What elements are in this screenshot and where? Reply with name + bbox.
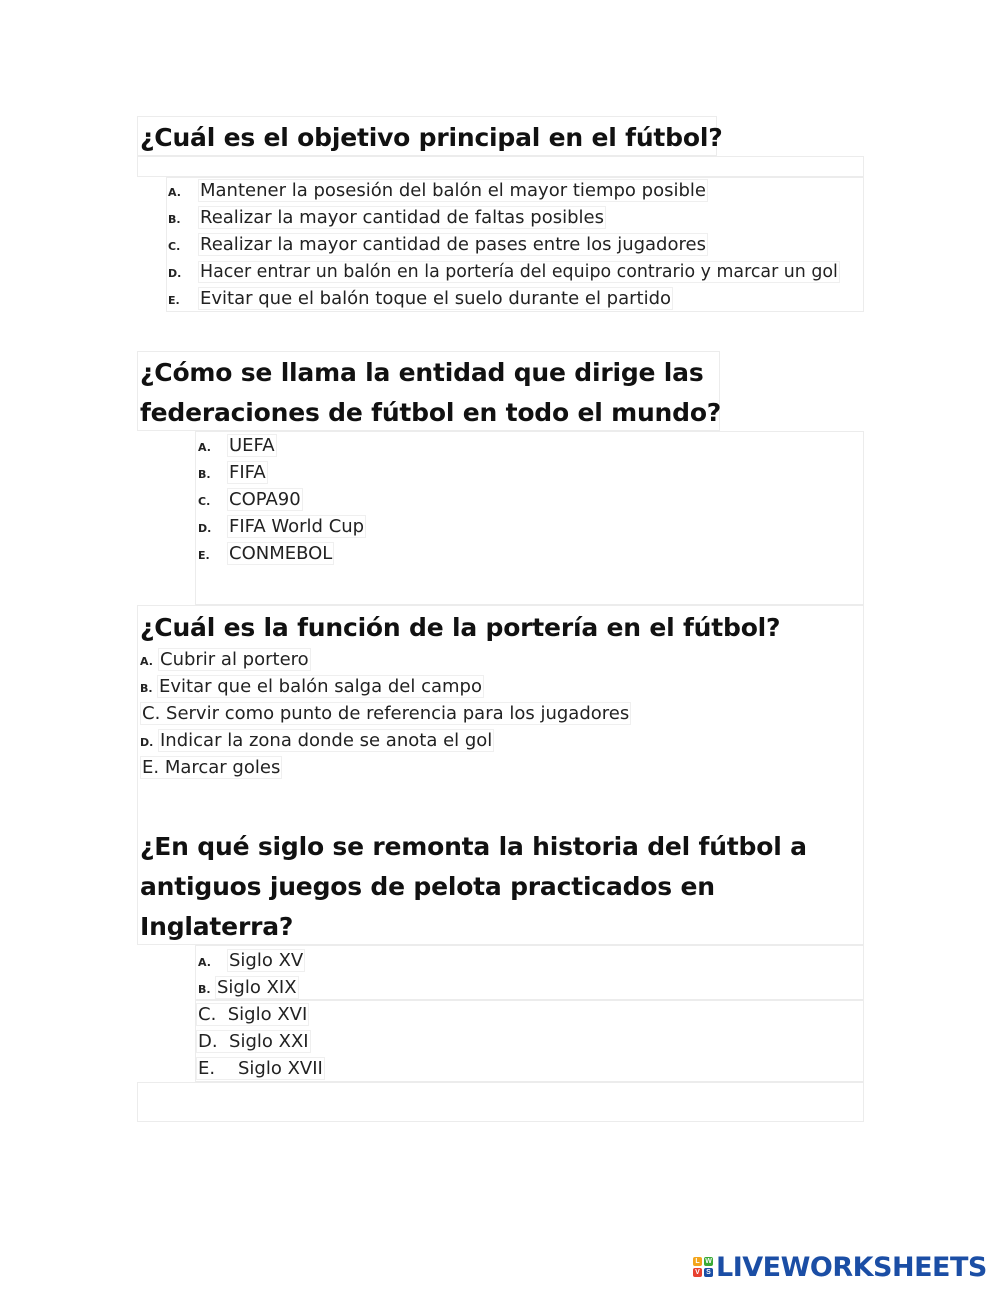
- question-1-option-a[interactable]: [168, 177, 708, 206]
- question-2-option-d[interactable]: [198, 513, 366, 542]
- option-letter: C.: [198, 495, 211, 508]
- question-2-option-b[interactable]: [198, 459, 268, 488]
- option-letter: B.: [198, 983, 211, 996]
- option-text: COPA90: [229, 489, 301, 510]
- question-4-option-e[interactable]: [196, 1055, 325, 1082]
- option-text: FIFA: [229, 462, 266, 483]
- option-text: Evitar que el balón salga del campo: [159, 676, 482, 697]
- option-text: E. Siglo XVII: [198, 1058, 323, 1079]
- question-4-option-c[interactable]: [196, 1001, 309, 1028]
- question-1-option-d[interactable]: [168, 258, 840, 287]
- option-letter: A.: [198, 956, 211, 969]
- question-2-option-e[interactable]: [198, 540, 334, 569]
- question-3-option-b[interactable]: [140, 673, 484, 702]
- liveworksheets-logo-text: LIVEWORKSHEETS: [716, 1251, 987, 1283]
- logo-tile-2: W: [705, 1258, 712, 1265]
- option-letter: D.: [168, 267, 182, 280]
- question-1-option-c[interactable]: [168, 231, 708, 260]
- question-4-title-line-2: antiguos juegos de pelota practicados en: [140, 872, 715, 901]
- question-3-title: ¿Cuál es la función de la portería en el fútbol?: [140, 613, 781, 642]
- logo-tile-1: L: [693, 1257, 702, 1266]
- option-letter: C.: [168, 240, 181, 253]
- question-4-option-b[interactable]: [198, 974, 299, 1003]
- option-text: Cubrir al portero: [160, 649, 309, 670]
- answer-area-box: [137, 1082, 864, 1122]
- option-text: C. Siglo XVI: [198, 1004, 308, 1025]
- option-text: Mantener la posesión del balón el mayor tiempo posible: [200, 180, 706, 201]
- option-letter: D.: [198, 522, 212, 535]
- option-letter: A.: [198, 441, 211, 454]
- option-letter: B.: [168, 213, 181, 226]
- question-3-option-e[interactable]: [140, 754, 282, 781]
- option-letter: A.: [168, 186, 181, 199]
- option-letter: B.: [140, 682, 153, 695]
- option-text: Indicar la zona donde se anota el gol: [160, 730, 493, 751]
- option-text: E. Marcar goles: [142, 757, 281, 778]
- option-text: C. Servir como punto de referencia para los jugadores: [142, 703, 630, 724]
- option-text: D. Siglo XXI: [198, 1031, 309, 1052]
- question-4-title-line-3: Inglaterra?: [140, 912, 294, 941]
- option-text: UEFA: [229, 435, 275, 456]
- question-1-spacer: [137, 156, 864, 177]
- question-1-option-b[interactable]: [168, 204, 606, 233]
- question-4-title-line-1: ¿En qué siglo se remonta la historia del fútbol a: [140, 832, 807, 861]
- option-text: Realizar la mayor cantidad de pases entre los jugadores: [200, 234, 706, 255]
- question-4-option-d[interactable]: [196, 1028, 311, 1055]
- question-2-option-a[interactable]: [198, 432, 277, 461]
- question-2-title-line-2: federaciones de fútbol en todo el mundo?: [140, 398, 722, 427]
- option-letter: D.: [140, 736, 154, 749]
- option-text: Siglo XV: [229, 950, 304, 971]
- question-4-option-a[interactable]: [198, 947, 305, 976]
- option-letter: E.: [168, 294, 180, 307]
- option-letter: E.: [198, 549, 210, 562]
- option-text: Hacer entrar un balón en la portería del equipo contrario y marcar un gol: [200, 262, 838, 282]
- logo-tile-3: V: [693, 1268, 702, 1277]
- question-3-option-a[interactable]: [140, 646, 311, 675]
- question-1-option-e[interactable]: [168, 285, 673, 314]
- liveworksheets-logo-icon: [693, 1257, 713, 1277]
- liveworksheets-logo: [693, 1250, 987, 1284]
- option-letter: B.: [198, 468, 211, 481]
- option-text: CONMEBOL: [229, 543, 333, 564]
- option-text: FIFA World Cup: [229, 516, 365, 537]
- question-2-option-c[interactable]: [198, 486, 303, 515]
- logo-tile-4: S: [704, 1268, 713, 1277]
- question-3-option-d[interactable]: [140, 727, 494, 756]
- option-letter: A.: [140, 655, 153, 668]
- question-1-title: ¿Cuál es el objetivo principal en el fútbol?: [140, 123, 723, 152]
- option-text: Evitar que el balón toque el suelo durante el partido: [200, 288, 672, 309]
- option-text: Siglo XIX: [217, 977, 297, 998]
- question-2-title-line-1: ¿Cómo se llama la entidad que dirige las: [140, 358, 704, 387]
- option-text: Realizar la mayor cantidad de faltas posibles: [200, 207, 604, 228]
- question-3-option-c[interactable]: [140, 700, 631, 727]
